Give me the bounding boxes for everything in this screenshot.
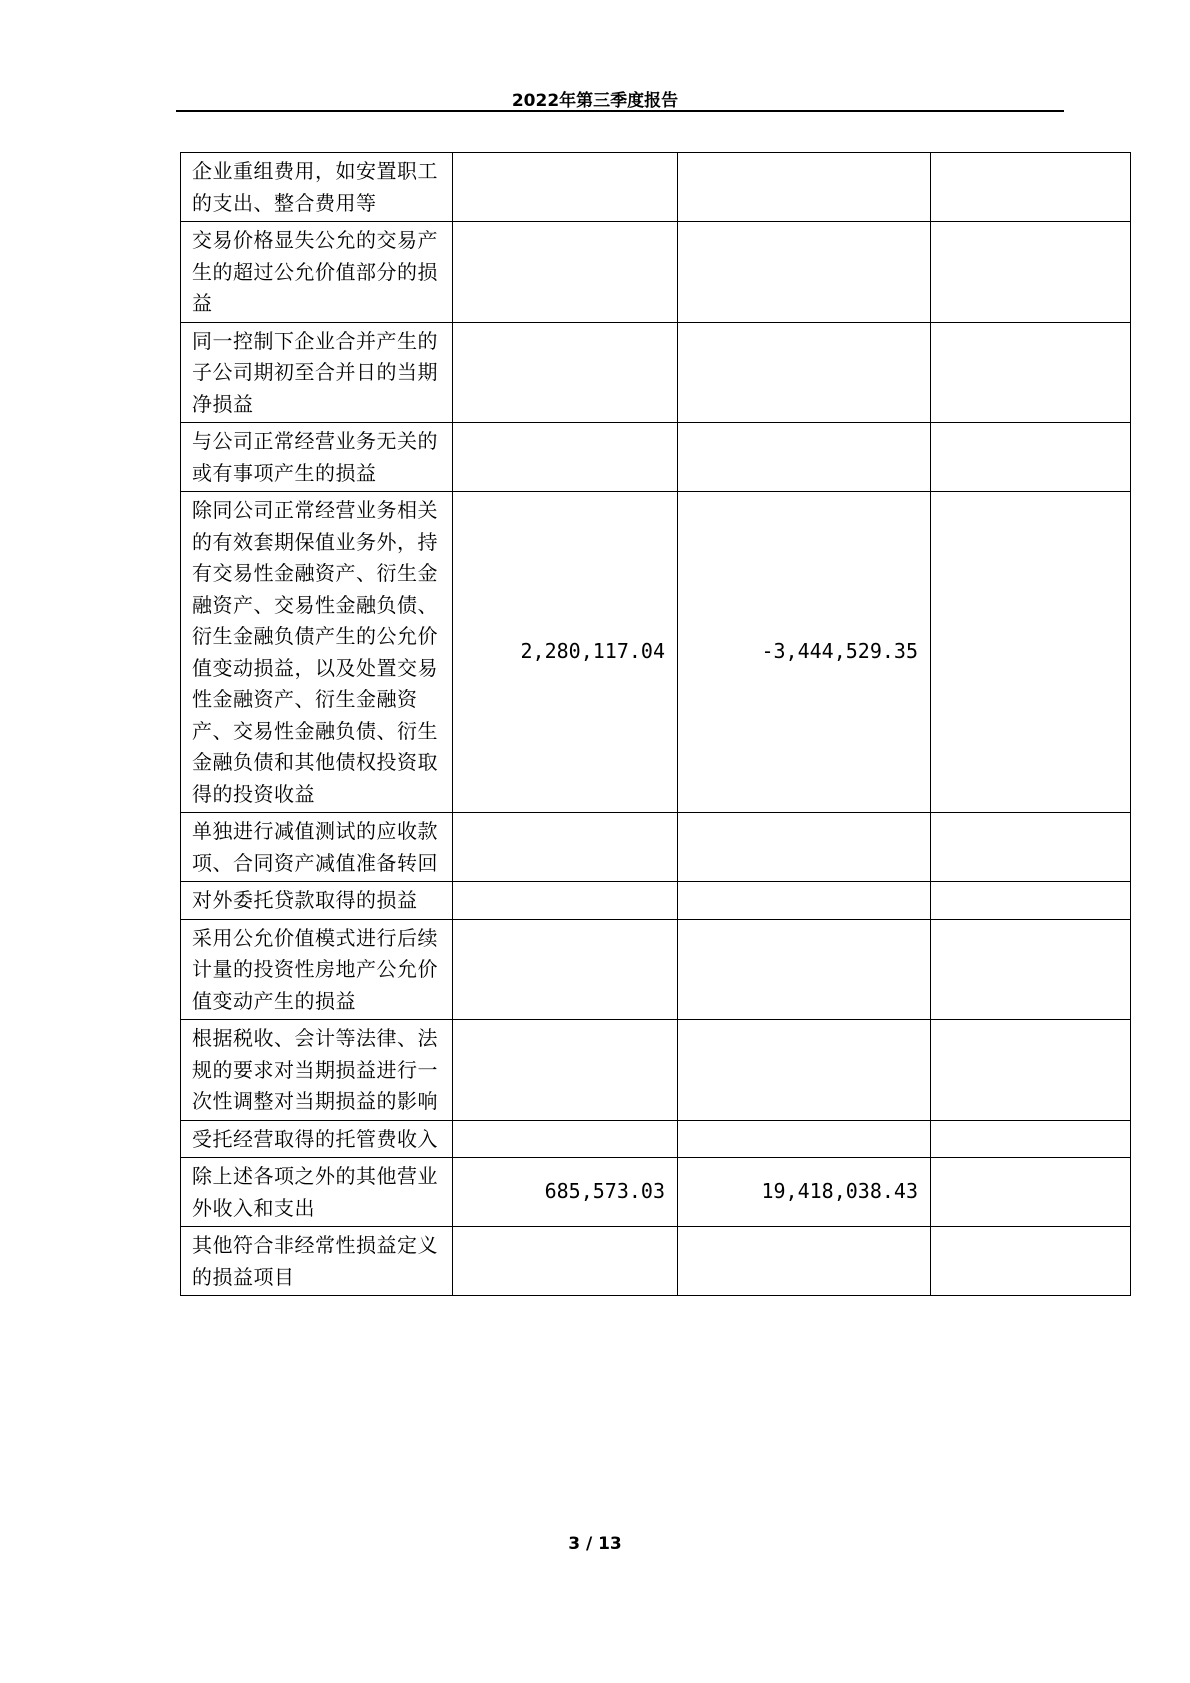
- table-row: [181, 322, 1131, 423]
- table-row: [181, 1020, 1131, 1121]
- header-rule: [176, 110, 1064, 112]
- report-header-title: 2022年第三季度报告: [511, 91, 679, 111]
- row-item-label: 根据税收、会计等法律、法规的要求对当期损益进行一次性调整对当期损益的影响: [181, 1020, 453, 1121]
- current-period-value: [453, 222, 678, 323]
- current-period-value: [453, 1120, 678, 1158]
- table-row: [181, 919, 1131, 1020]
- current-period-value: [453, 322, 678, 423]
- ytd-value: [678, 813, 931, 882]
- row-item-label: 同一控制下企业合并产生的子公司期初至合并日的当期净损益: [181, 322, 453, 423]
- row-item-label: 与公司正常经营业务无关的或有事项产生的损益: [181, 423, 453, 492]
- row-item-label: 其他符合非经常性损益定义的损益项目: [181, 1227, 453, 1296]
- note-cell: [931, 1020, 1131, 1121]
- note-cell: [931, 1158, 1131, 1227]
- note-cell: [931, 813, 1131, 882]
- note-cell: [931, 322, 1131, 423]
- note-cell: [931, 153, 1131, 222]
- row-item-label: 企业重组费用，如安置职工的支出、整合费用等: [181, 153, 453, 222]
- ytd-value: [678, 222, 931, 323]
- current-period-value: [453, 423, 678, 492]
- note-cell: [931, 492, 1131, 813]
- current-period-value: [453, 813, 678, 882]
- note-cell: [931, 222, 1131, 323]
- note-cell: [931, 919, 1131, 1020]
- current-period-value: [453, 153, 678, 222]
- table-row: [181, 882, 1131, 920]
- table-row: [181, 222, 1131, 323]
- row-item-label: 除上述各项之外的其他营业外收入和支出: [181, 1158, 453, 1227]
- ytd-value: [678, 882, 931, 920]
- non-recurring-gains-losses-table: [180, 152, 1131, 1296]
- row-item-label: 对外委托贷款取得的损益: [181, 882, 453, 920]
- table-row: [181, 1120, 1131, 1158]
- current-period-value: 685,573.03: [453, 1158, 678, 1227]
- table-row: [181, 492, 1131, 813]
- row-item-label: 采用公允价值模式进行后续计量的投资性房地产公允价值变动产生的损益: [181, 919, 453, 1020]
- current-period-value: [453, 1227, 678, 1296]
- page-number: 3 / 13: [568, 1534, 622, 1554]
- table-row: [181, 423, 1131, 492]
- ytd-value: [678, 322, 931, 423]
- ytd-value: [678, 423, 931, 492]
- note-cell: [931, 423, 1131, 492]
- table-row: [181, 1227, 1131, 1296]
- current-period-value: [453, 1020, 678, 1121]
- note-cell: [931, 1227, 1131, 1296]
- ytd-value: [678, 1227, 931, 1296]
- row-item-label: 除同公司正常经营业务相关的有效套期保值业务外，持有交易性金融资产、衍生金融资产、交易性金融负债、衍生金融负债产生的公允价值变动损益，以及处置交易性金融资产、衍生金融资产、交易性金融负债、衍生金融负债和其他债权投资取得的投资收益: [181, 492, 453, 813]
- ytd-value: [678, 919, 931, 1020]
- row-item-label: 受托经营取得的托管费收入: [181, 1120, 453, 1158]
- ytd-value: [678, 153, 931, 222]
- row-item-label: 交易价格显失公允的交易产生的超过公允价值部分的损益: [181, 222, 453, 323]
- table-row: [181, 813, 1131, 882]
- current-period-value: [453, 919, 678, 1020]
- current-period-value: 2,280,117.04: [453, 492, 678, 813]
- note-cell: [931, 882, 1131, 920]
- table-row: [181, 153, 1131, 222]
- ytd-value: [678, 1120, 931, 1158]
- ytd-value: [678, 1020, 931, 1121]
- ytd-value: 19,418,038.43: [678, 1158, 931, 1227]
- ytd-value: -3,444,529.35: [678, 492, 931, 813]
- current-period-value: [453, 882, 678, 920]
- row-item-label: 单独进行减值测试的应收款项、合同资产减值准备转回: [181, 813, 453, 882]
- note-cell: [931, 1120, 1131, 1158]
- table-row: [181, 1158, 1131, 1227]
